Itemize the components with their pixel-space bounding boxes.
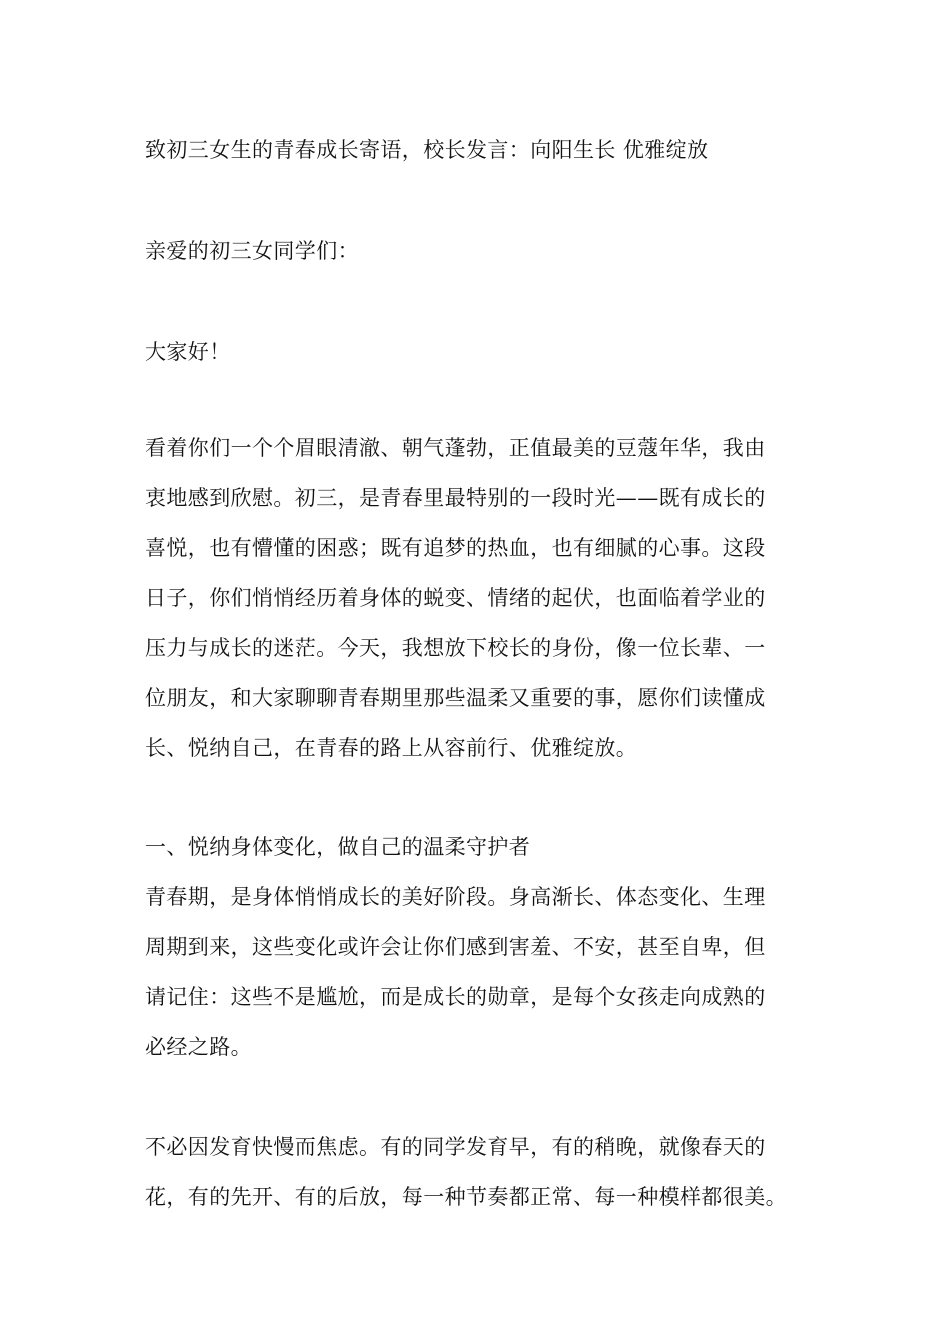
paragraph-line: 喜悦，也有懵懂的困惑；既有追梦的热血，也有细腻的心事。这段 <box>145 536 766 560</box>
paragraph-line: 周期到来，这些变化或许会让你们感到害羞、不安，甚至自卑，但 <box>145 935 766 959</box>
paragraph-line: 衷地感到欣慰。初三，是青春里最特别的一段时光——既有成长的 <box>145 486 766 510</box>
salutation: 亲爱的初三女同学们： <box>145 239 359 263</box>
paragraph-line: 花，有的先开、有的后放，每一种节奏都正常、每一种模样都很美。 <box>145 1185 787 1209</box>
paragraph-line: 青春期，是身体悄悄成长的美好阶段。身高渐长、体态变化、生理 <box>145 885 766 909</box>
section-heading: 一、悦纳身体变化，做自己的温柔守护者 <box>145 835 531 859</box>
paragraph-line: 看着你们一个个眉眼清澈、朝气蓬勃，正值最美的豆蔻年华，我由 <box>145 436 766 460</box>
document-title: 致初三女生的青春成长寄语，校长发言：向阳生长 优雅绽放 <box>145 138 709 162</box>
paragraph-line: 必经之路。 <box>145 1035 252 1059</box>
paragraph-line: 日子，你们悄悄经历着身体的蜕变、情绪的起伏，也面临着学业的 <box>145 586 766 610</box>
paragraph-line: 不必因发育快慢而焦虑。有的同学发育早，有的稍晚，就像春天的 <box>145 1135 766 1159</box>
greeting: 大家好！ <box>145 340 231 364</box>
paragraph-line: 位朋友，和大家聊聊青春期里那些温柔又重要的事，愿你们读懂成 <box>145 686 766 710</box>
paragraph-line: 请记住：这些不是尴尬，而是成长的勋章，是每个女孩走向成熟的 <box>145 985 766 1009</box>
paragraph-line: 压力与成长的迷茫。今天，我想放下校长的身份，像一位长辈、一 <box>145 636 766 660</box>
paragraph-line: 长、悦纳自己，在青春的路上从容前行、优雅绽放。 <box>145 736 638 760</box>
